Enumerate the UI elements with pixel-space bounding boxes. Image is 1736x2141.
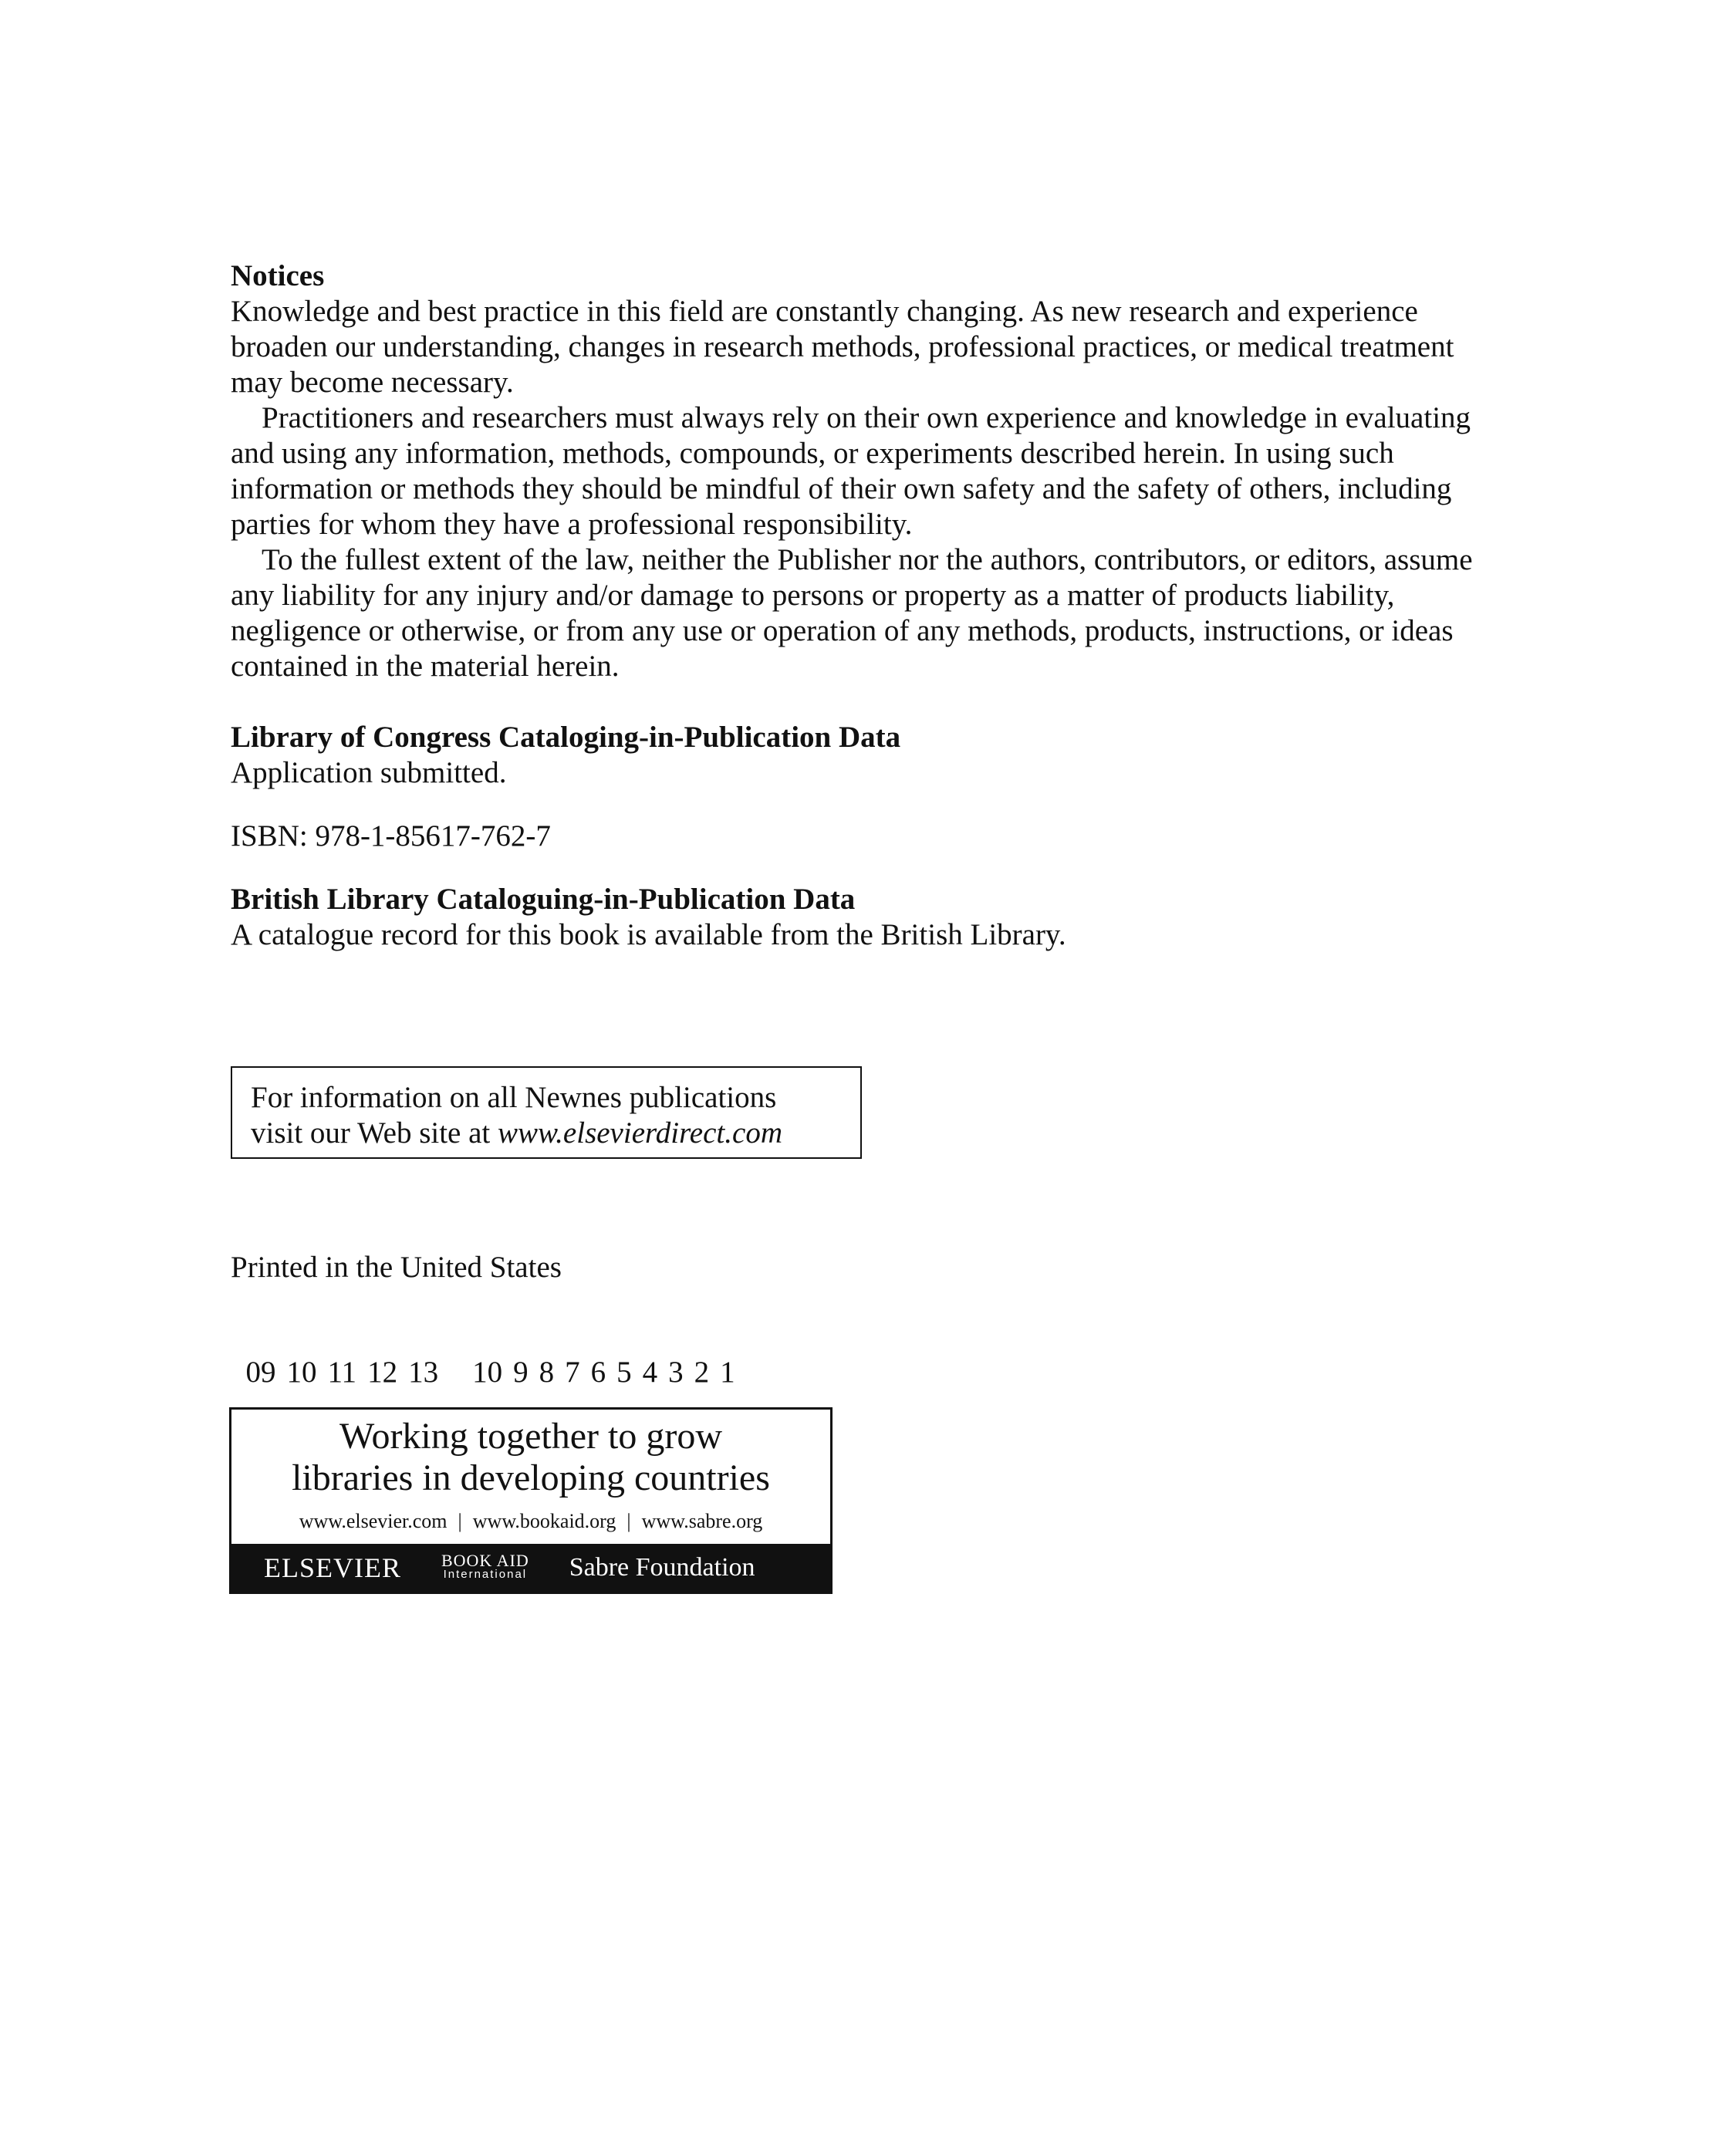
website-link[interactable]: www.elsevierdirect.com (498, 1116, 782, 1150)
print-number: 1 (720, 1356, 735, 1389)
british-library-heading: British Library Cataloguing-in-Publication Data (231, 883, 856, 916)
print-year: 09 (245, 1356, 276, 1389)
logo-heading (231, 1416, 830, 1499)
logo-bar (231, 1544, 830, 1592)
print-number: 6 (590, 1356, 606, 1389)
notices-heading: Notices (231, 259, 325, 292)
logo-urls (231, 1510, 830, 1533)
print-year: 10 (286, 1356, 317, 1389)
sabre-url[interactable]: www.sabre.org (641, 1510, 763, 1532)
print-number: 9 (513, 1356, 529, 1389)
loc-text: Application submitted. (231, 756, 507, 789)
info-box (231, 1066, 862, 1159)
sabre-foundation-logo: Sabre Foundation (569, 1553, 755, 1582)
notices-paragraph-2: Practitioners and researchers must always rely on their own experience and knowledge in evaluating and using any information, methods, compounds, or experiments described herein. In using such information or methods they should be mindful of their own safety and the safety of others, including parties for whom they have a professional responsibility. (231, 401, 1471, 541)
print-number: 7 (565, 1356, 580, 1389)
bookaid-url[interactable]: www.bookaid.org (472, 1510, 616, 1532)
info-box-line-2 (251, 1116, 842, 1151)
info-box-prefix: visit our Web site at (251, 1116, 498, 1150)
print-year: 11 (327, 1356, 357, 1389)
british-library-text: A catalogue record for this book is available from the British Library. (231, 918, 1066, 951)
info-box-line-1: For information on all Newnes publications (251, 1081, 777, 1114)
print-number: 4 (642, 1356, 658, 1389)
print-number: 5 (616, 1356, 632, 1389)
loc-heading: Library of Congress Cataloging-in-Publication Data (231, 721, 901, 754)
print-line (231, 1319, 746, 1390)
printed-in: Printed in the United States (231, 1251, 562, 1284)
notices-paragraph-1: Knowledge and best practice in this field are constantly changing. As new research and experience broaden our understanding, changes in research methods, professional practices, or medical treatment may become necessary. (231, 295, 1454, 399)
print-year: 12 (367, 1356, 398, 1389)
copyright-page (231, 258, 1496, 953)
bookaid-logo-top: BOOK AID (441, 1551, 529, 1570)
bookaid-logo (441, 1551, 529, 1582)
elsevier-logo: ELSEVIER (264, 1552, 401, 1583)
notices-paragraph-3: To the fullest extent of the law, neither the Publisher nor the authors, contributors, or editors, assume any liability for any injury and/or damage to persons or property as a matter of products liability, negligence or otherwise, or from any use or operation of any methods, products, instructions, or ideas contained in the material herein. (231, 543, 1473, 683)
print-number: 10 (472, 1356, 503, 1389)
elsevier-url[interactable]: www.elsevier.com (299, 1510, 448, 1532)
print-number: 8 (539, 1356, 555, 1389)
url-separator: | (458, 1510, 462, 1532)
bookaid-logo-bottom: International (443, 1568, 528, 1581)
book-aid-logo-box (229, 1407, 833, 1594)
print-year: 13 (408, 1356, 439, 1389)
print-number: 2 (694, 1356, 710, 1389)
logo-heading-line-1: Working together to grow (339, 1416, 723, 1457)
isbn: ISBN: 978-1-85617-762-7 (231, 819, 551, 853)
url-separator: | (627, 1510, 631, 1532)
print-number: 3 (668, 1356, 684, 1389)
logo-heading-line-2: libraries in developing countries (292, 1457, 770, 1498)
